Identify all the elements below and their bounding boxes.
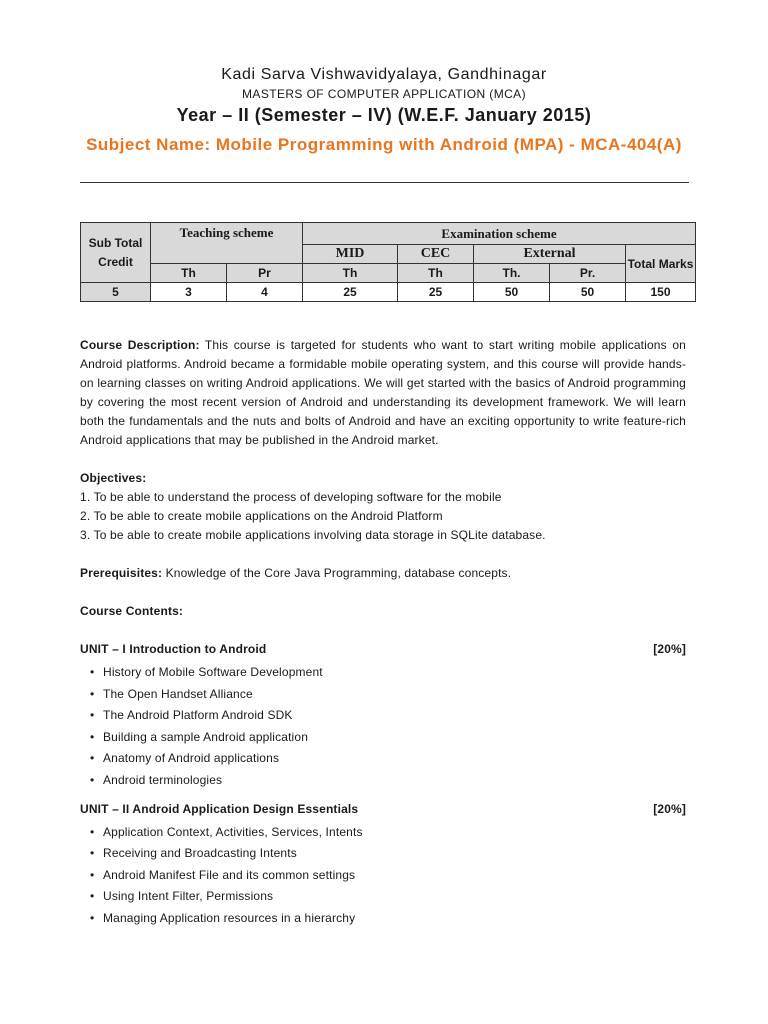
unit-topic [90,886,686,908]
value-credit: 5 [81,283,151,302]
prerequisites [80,564,686,583]
unit-topic [90,843,686,865]
course-description [80,336,686,450]
bullet-icon: • [90,665,95,679]
external-header: External [474,245,626,264]
unit-topic [90,727,686,749]
bullet-icon: • [90,686,95,701]
unit-topic [90,865,686,887]
unit-topic [90,748,686,770]
program-name: MASTERS OF COMPUTER APPLICATION (MCA) [242,87,526,101]
objective-item: 1. To be able to understand the process of developing software for the mobile [80,490,502,504]
bullet-icon: • [90,824,95,839]
objective-item: 2. To be able to create mobile applications on the Android Platform [80,509,443,523]
value-cec: 25 [398,283,474,302]
bullet-icon: • [90,910,95,925]
unit-topic-text: Application Context, Activities, Services, Intents [103,824,363,839]
col-external-pr: Pr. [550,264,626,283]
unit-topic-text: The Open Handset Alliance [103,686,253,701]
unit-topic-text: Building a sample Android application [103,729,309,744]
unit-topic-text: Anatomy of Android applications [103,751,280,766]
unit-topic [90,684,686,706]
col-mid-th: Th [303,264,398,283]
unit-topic [90,822,686,844]
col-external-th: Th. [474,264,550,283]
document-header [0,64,768,158]
examination-scheme-header: Examination scheme [303,223,696,245]
subject-name: Subject Name: Mobile Programming with Android (MPA) - MCA-404(A) [86,135,682,154]
unit-topic [90,662,686,684]
teaching-scheme-label: Teaching scheme [179,225,274,240]
col-cec-th: Th [398,264,474,283]
prerequisites-text: Knowledge of the Core Java Programming, database concepts. [165,566,512,580]
unit-topic [90,705,686,727]
unit-weight: [20%] [653,642,686,656]
col-teaching-pr: Pr [227,264,303,283]
unit-weight: [20%] [653,801,686,816]
unit-topic-text: History of Mobile Software Development [103,665,323,679]
unit-topic-list [80,662,686,792]
bullet-icon: • [90,846,95,861]
scheme-table [80,222,696,302]
teaching-scheme-header [151,223,303,264]
unit-topic [90,770,686,792]
unit-topic-text: Using Intent Filter, Permissions [103,889,274,904]
value-total: 150 [626,283,696,302]
header-divider [80,182,689,183]
unit-topic-text: Android terminologies [103,772,223,787]
cec-header: CEC [398,245,474,264]
value-pr: 4 [227,283,303,302]
bullet-icon: • [90,751,95,766]
unit-title: UNIT – I Introduction to Android [80,642,267,656]
year-semester: Year – II (Semester – IV) (W.E.F. January 2015) [176,105,592,125]
course-contents-label: Course Contents: [80,604,184,618]
unit-heading [80,640,686,659]
course-description-text: This course is targeted for students who want to start writing mobile applications on Android platforms. Android became a formidable mobile operating system, and this course will provide hands-on learning classes on writing Android applications. We will get started with the basics of Android programming by covering the most recent version of Android and understanding its development framework. We will learn both the fundamentals and the nuts and bolts of Android and have an exciting opportunity to write feature-rich Android applications that may be published in the Android market. [80,338,686,447]
prerequisites-label: Prerequisites: [80,566,163,580]
unit-title: UNIT – II Android Application Design Essentials [80,801,359,816]
unit-topic-text: Receiving and Broadcasting Intents [103,846,297,861]
unit-heading [80,800,686,819]
value-external-pr: 50 [550,283,626,302]
course-description-label: Course Description: [80,338,200,352]
bullet-icon: • [90,889,95,904]
bullet-icon: • [90,708,95,723]
unit-topic-text: Android Manifest File and its common settings [103,867,356,882]
unit-topic-text: The Android Platform Android SDK [103,708,293,723]
sub-total-credit-header: Sub Total Credit [81,223,151,283]
value-external-th: 50 [474,283,550,302]
unit-topic-text: Managing Application resources in a hierarchy [103,910,356,925]
mid-header: MID [303,245,398,264]
unit-topic-list [80,822,686,930]
objectives-label: Objectives: [80,471,147,485]
col-teaching-th: Th [151,264,227,283]
document-body [80,336,686,930]
bullet-icon: • [90,867,95,882]
total-marks-header: Total Marks [626,245,696,283]
unit-topic [90,908,686,930]
value-th: 3 [151,283,227,302]
value-mid: 25 [303,283,398,302]
objective-item: 3. To be able to create mobile applications involving data storage in SQLite database. [80,528,546,542]
university-name: Kadi Sarva Vishwavidyalaya, Gandhinagar [221,66,547,83]
bullet-icon: • [90,772,95,787]
bullet-icon: • [90,729,95,744]
